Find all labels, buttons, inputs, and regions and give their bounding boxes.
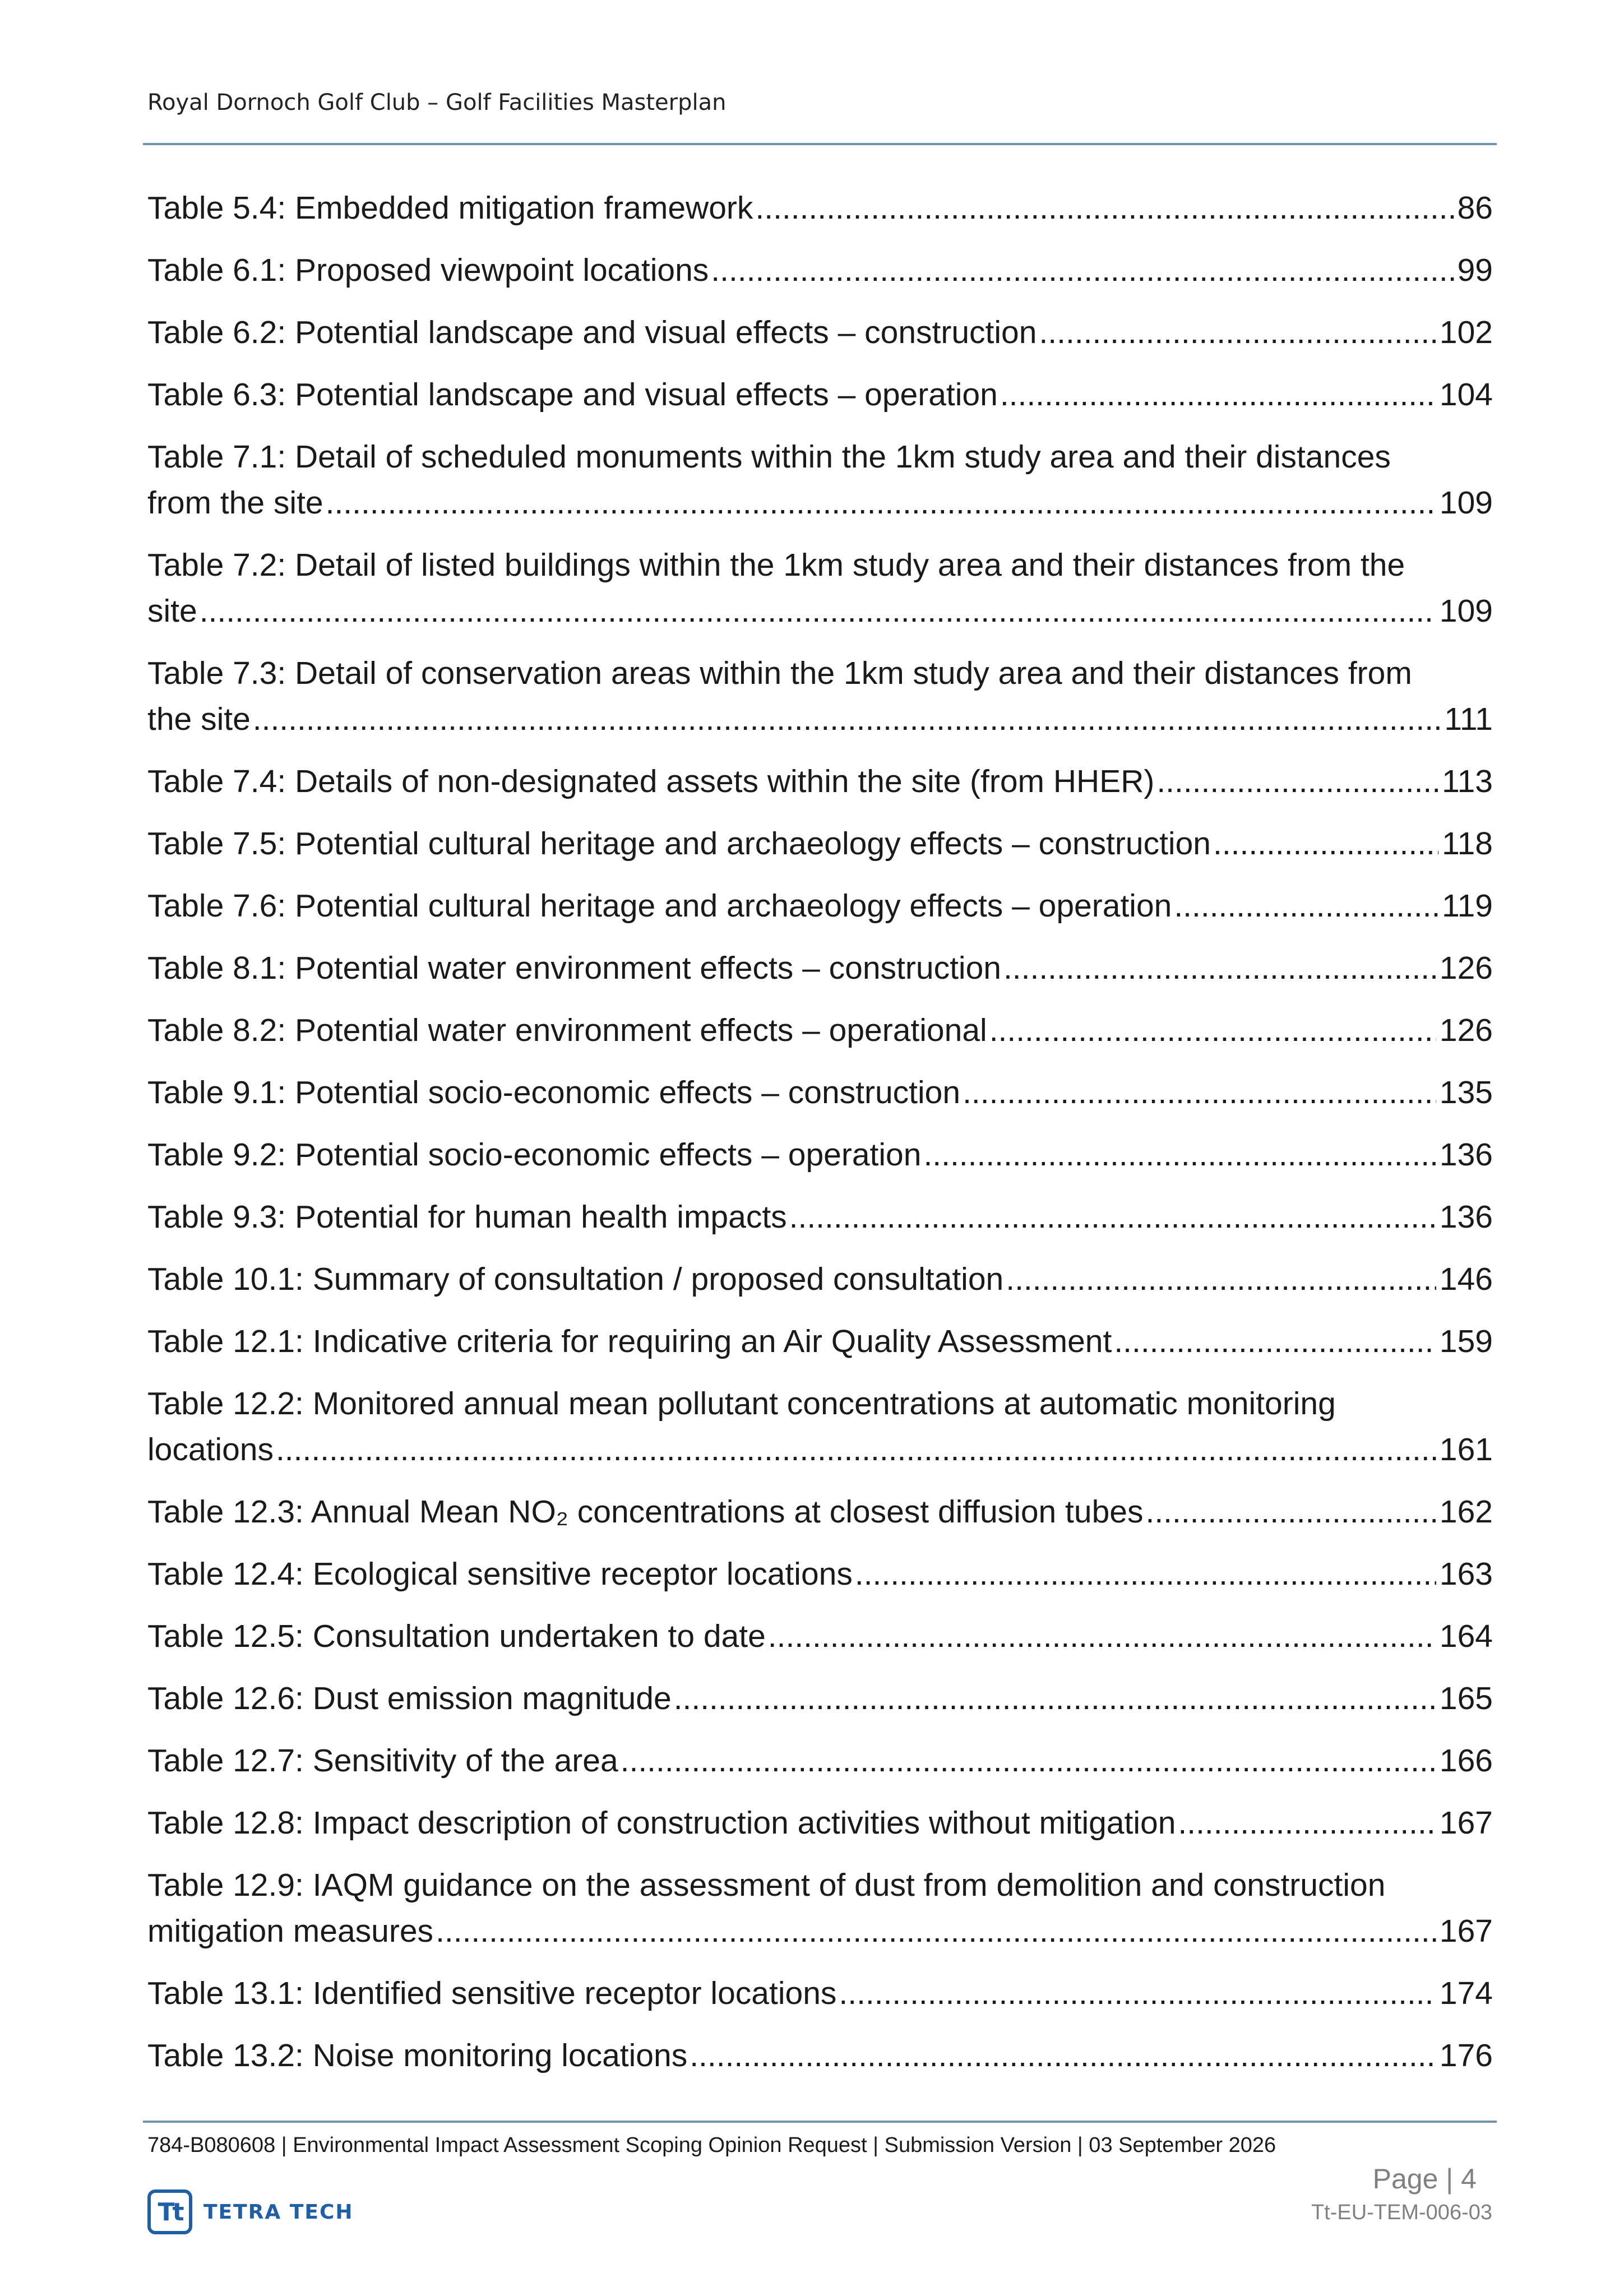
- toc-entry-title: Table 6.3: Potential landscape and visual effects – operation: [147, 377, 998, 413]
- toc-entry-page: 119: [1442, 888, 1493, 924]
- toc-entry-title: Table 7.1: Detail of scheduled monuments within the 1km study area and their distances: [147, 439, 1391, 475]
- toc-entry-page: 161: [1439, 1432, 1493, 1468]
- dot-leader: [1178, 1800, 1436, 1846]
- toc-entry-page: 136: [1439, 1137, 1493, 1173]
- toc-entry-line: [147, 758, 1493, 804]
- toc-entry-line: [147, 1908, 1493, 1954]
- toc-entry-line: [147, 1427, 1493, 1473]
- toc-entry[interactable]: [147, 1489, 1493, 1535]
- toc-entry[interactable]: [147, 434, 1493, 526]
- toc-entry-line: [147, 1381, 1493, 1427]
- dot-leader: [326, 480, 1436, 526]
- toc-entry-page: 166: [1439, 1743, 1493, 1779]
- toc-entry-page: 111: [1444, 701, 1493, 737]
- toc-entry-line: [147, 588, 1493, 634]
- dot-leader: [963, 1070, 1436, 1115]
- dot-leader: [1000, 372, 1436, 418]
- toc-entry-title: Table 5.4: Embedded mitigation framework: [147, 190, 753, 226]
- toc-entry-page: 104: [1439, 377, 1493, 413]
- toc-entry-line: [147, 1132, 1493, 1178]
- toc-entry-title: Table 7.6: Potential cultural heritage and archaeology effects – operation: [147, 888, 1172, 924]
- tetra-tech-logo-icon: Tt: [147, 2189, 192, 2234]
- toc-entry-title: locations: [147, 1432, 274, 1468]
- tetra-tech-logo: [147, 2189, 354, 2234]
- toc-entry-title: Table 13.1: Identified sensitive receptor locations: [147, 1975, 837, 2011]
- toc-entry-page: 176: [1439, 2038, 1493, 2073]
- dot-leader: [621, 1738, 1436, 1784]
- toc-entry-page: 135: [1439, 1075, 1493, 1110]
- toc-entry-title: Table 12.5: Consultation undertaken to date: [147, 1618, 766, 1654]
- dot-leader: [1213, 821, 1438, 867]
- toc-entry-title: Table 6.1: Proposed viewpoint locations: [147, 252, 709, 288]
- toc-entry-line: [147, 1489, 1493, 1535]
- toc-entry-title: Table 12.6: Dust emission magnitude: [147, 1681, 672, 1716]
- toc-entry-title: Table 10.1: Summary of consultation / proposed consultation: [147, 1261, 1004, 1297]
- dot-leader: [690, 2033, 1436, 2079]
- dot-leader: [200, 588, 1436, 634]
- toc-entry-page: 113: [1442, 763, 1493, 799]
- toc-entry-page: 167: [1439, 1913, 1493, 1949]
- toc-entry-title: Table 13.2: Noise monitoring locations: [147, 2038, 688, 2073]
- toc-entry-title: Table 8.1: Potential water environment effects – construction: [147, 950, 1001, 986]
- dot-leader: [923, 1132, 1436, 1178]
- toc-entry[interactable]: [147, 1970, 1493, 2016]
- toc-entry-title: Table 9.1: Potential socio-economic effects – construction: [147, 1075, 961, 1110]
- toc-entry[interactable]: [147, 309, 1493, 355]
- dot-leader: [989, 1007, 1436, 1053]
- toc-entry-line: [147, 309, 1493, 355]
- toc-entry-page: 164: [1439, 1618, 1493, 1654]
- dot-leader: [855, 1551, 1436, 1597]
- toc-entry-title: Table 7.5: Potential cultural heritage and archaeology effects – construction: [147, 826, 1211, 862]
- toc-entry[interactable]: [147, 1738, 1493, 1784]
- dot-leader: [253, 696, 1441, 742]
- toc-entry-line: [147, 185, 1493, 231]
- toc-entry[interactable]: [147, 2033, 1493, 2079]
- toc-entry-line: [147, 1007, 1493, 1053]
- toc-entry[interactable]: [147, 1132, 1493, 1178]
- toc-entry-page: 159: [1439, 1323, 1493, 1359]
- toc-entry-page: 126: [1439, 950, 1493, 986]
- toc-entry[interactable]: [147, 1318, 1493, 1364]
- toc-entry-title: the site: [147, 701, 251, 737]
- toc-entry-page: 118: [1442, 826, 1493, 862]
- toc-entry-title: mitigation measures: [147, 1913, 434, 1949]
- dot-leader: [436, 1908, 1436, 1954]
- toc-entry-line: [147, 1551, 1493, 1597]
- toc-entry[interactable]: [147, 542, 1493, 634]
- toc-entry-page: 165: [1439, 1681, 1493, 1716]
- toc-entry-title: Table 12.7: Sensitivity of the area: [147, 1743, 618, 1779]
- toc-entry-line: [147, 2033, 1493, 2079]
- toc-entry-page: 126: [1439, 1012, 1493, 1048]
- toc-entry-title: from the site: [147, 485, 323, 521]
- dot-leader: [1174, 883, 1438, 929]
- template-code: Tt-EU-TEM-006-03: [1311, 2201, 1492, 2224]
- toc-entry-page: 162: [1439, 1494, 1493, 1530]
- dot-leader: [789, 1194, 1436, 1240]
- toc-entry[interactable]: [147, 1800, 1493, 1846]
- tetra-tech-logo-text: TETRA TECH: [203, 2200, 354, 2224]
- toc-entry-title: Table 7.2: Detail of listed buildings within the 1km study area and their distances from the: [147, 547, 1405, 583]
- toc-entry-line: [147, 542, 1493, 588]
- dot-leader: [1006, 1256, 1436, 1302]
- toc-entry[interactable]: [147, 1675, 1493, 1721]
- toc-entry[interactable]: [147, 1862, 1493, 1954]
- toc-entry-line: [147, 650, 1493, 696]
- toc-entry-page: 167: [1439, 1805, 1493, 1841]
- toc-entry-page: 109: [1439, 485, 1493, 521]
- toc-entry-page: 99: [1457, 252, 1493, 288]
- toc-entry-line: [147, 1675, 1493, 1721]
- toc-entry-line: [147, 821, 1493, 867]
- toc-entry-line: [147, 1318, 1493, 1364]
- toc-entry-title: site: [147, 593, 197, 629]
- toc-entry-title: Table 12.9: IAQM guidance on the assessment of dust from demolition and construction: [147, 1867, 1386, 1903]
- toc-entry-line: [147, 1256, 1493, 1302]
- toc-entry[interactable]: [147, 758, 1493, 804]
- dot-leader: [1003, 945, 1436, 991]
- toc-entry-line: [147, 434, 1493, 480]
- toc-entry[interactable]: [147, 821, 1493, 867]
- toc-entry[interactable]: [147, 247, 1493, 293]
- document-reference: 784-B080608 | Environmental Impact Assessment Scoping Opinion Request | Submission Version | 03 September 2026: [147, 2133, 1276, 2157]
- header-divider: [143, 143, 1497, 145]
- footer-divider: [143, 2121, 1497, 2123]
- toc-entry[interactable]: [147, 372, 1493, 418]
- toc-entry-line: [147, 480, 1493, 526]
- toc-entry-line: [147, 1070, 1493, 1115]
- toc-entry[interactable]: [147, 1070, 1493, 1115]
- toc-entry[interactable]: [147, 883, 1493, 929]
- toc-entry-title: Table 12.1: Indicative criteria for requiring an Air Quality Assessment: [147, 1323, 1112, 1359]
- running-header: Royal Dornoch Golf Club – Golf Facilities Masterplan: [147, 90, 727, 115]
- toc-entry-line: [147, 1862, 1493, 1908]
- dot-leader: [1156, 758, 1438, 804]
- toc-entry-title: Table 12.2: Monitored annual mean pollutant concentrations at automatic monitoring: [147, 1386, 1336, 1422]
- toc-entry-title: Table 9.2: Potential socio-economic effects – operation: [147, 1137, 922, 1173]
- dot-leader: [674, 1675, 1436, 1721]
- toc-entry-title: Table 7.3: Detail of conservation areas within the 1km study area and their distances from: [147, 655, 1412, 691]
- toc-entry-line: [147, 945, 1493, 991]
- dot-leader: [1114, 1318, 1436, 1364]
- page-number: Page | 4: [1372, 2163, 1477, 2195]
- toc-entry-title: Table 8.2: Potential water environment effects – operational: [147, 1012, 987, 1048]
- toc-entry-page: 86: [1457, 190, 1493, 226]
- toc-entry-line: [147, 247, 1493, 293]
- dot-leader: [276, 1427, 1436, 1473]
- toc-entry-line: [147, 696, 1493, 742]
- toc-entry-line: [147, 372, 1493, 418]
- toc-entry-line: [147, 1738, 1493, 1784]
- toc-entry[interactable]: [147, 650, 1493, 742]
- dot-leader: [1146, 1489, 1436, 1535]
- toc-entry[interactable]: [147, 1551, 1493, 1597]
- toc-entry-page: 136: [1439, 1199, 1493, 1235]
- toc-entry-page: 163: [1439, 1556, 1493, 1592]
- toc-entry-title: Table 12.3: Annual Mean NO₂ concentrations at closest diffusion tubes: [147, 1494, 1144, 1530]
- toc-entry-title: Table 7.4: Details of non-designated assets within the site (from HHER): [147, 763, 1155, 799]
- toc-entry[interactable]: [147, 1613, 1493, 1659]
- toc-entry-line: [147, 1194, 1493, 1240]
- dot-leader: [711, 247, 1454, 293]
- toc-entry-page: 146: [1439, 1261, 1493, 1297]
- toc-entry-title: Table 12.4: Ecological sensitive receptor locations: [147, 1556, 853, 1592]
- toc-entry-line: [147, 1970, 1493, 2016]
- toc-entry-line: [147, 1613, 1493, 1659]
- toc-entry[interactable]: [147, 1007, 1493, 1053]
- toc-entry-line: [147, 883, 1493, 929]
- toc-entry-title: Table 6.2: Potential landscape and visual effects – construction: [147, 314, 1037, 350]
- dot-leader: [839, 1970, 1436, 2016]
- dot-leader: [755, 185, 1454, 231]
- list-of-tables: [147, 185, 1493, 2095]
- toc-entry-page: 102: [1439, 314, 1493, 350]
- toc-entry[interactable]: [147, 1256, 1493, 1302]
- toc-entry[interactable]: [147, 185, 1493, 231]
- toc-entry-page: 174: [1439, 1975, 1493, 2011]
- toc-entry-page: 109: [1439, 593, 1493, 629]
- toc-entry-title: Table 12.8: Impact description of construction activities without mitigation: [147, 1805, 1176, 1841]
- toc-entry[interactable]: [147, 945, 1493, 991]
- toc-entry-title: Table 9.3: Potential for human health impacts: [147, 1199, 787, 1235]
- dot-leader: [1039, 309, 1436, 355]
- toc-entry-line: [147, 1800, 1493, 1846]
- dot-leader: [768, 1613, 1436, 1659]
- toc-entry[interactable]: [147, 1381, 1493, 1473]
- toc-entry[interactable]: [147, 1194, 1493, 1240]
